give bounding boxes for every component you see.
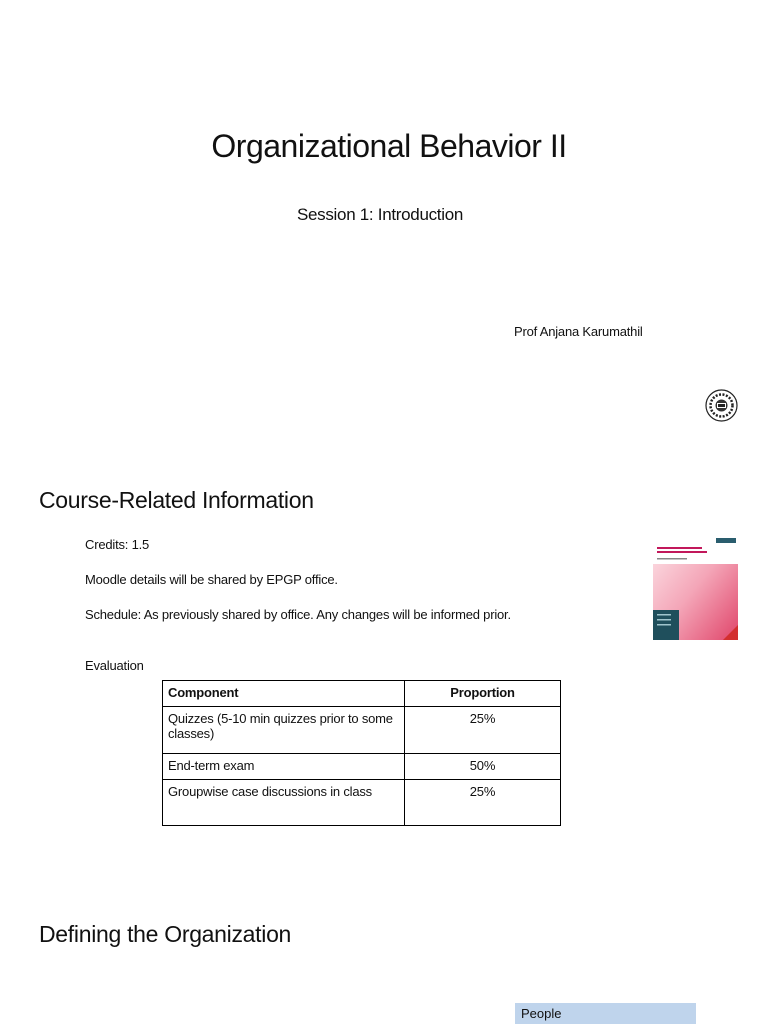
table-cell-proportion: 25% [405,780,561,826]
evaluation-label: Evaluation [85,658,144,673]
table-row [163,780,561,826]
table-header-proportion: Proportion [405,681,561,707]
table-header-component: Component [163,681,405,707]
evaluation-table [162,680,561,826]
slide-title: Organizational Behavior II [211,128,567,164]
table-cell-component: Quizzes (5-10 min quizzes prior to some classes) [163,707,405,754]
table-row [163,754,561,780]
schedule-text: Schedule: As previously shared by office. Any changes will be informed prior. [85,607,511,622]
author-name: Prof Anjana Karumathil [514,324,643,339]
table-cell-component: Groupwise case discussions in class [163,780,405,826]
moodle-text: Moodle details will be shared by EPGP office. [85,572,338,587]
section-heading-defining-organization: Defining the Organization [39,921,292,947]
institute-emblem-icon [705,389,738,422]
table-cell-proportion: 25% [405,707,561,754]
credits-text: Credits: 1.5 [85,537,150,552]
table-header-row [163,681,561,707]
people-box-label: People [521,1006,562,1021]
section-heading-course-info: Course-Related Information [39,487,314,513]
table-row [163,707,561,754]
table-cell-proportion: 50% [405,754,561,780]
people-box [515,1003,696,1024]
table-cell-component: End-term exam [163,754,405,780]
slide-subtitle: Session 1: Introduction [296,205,464,224]
textbook-cover-icon [653,534,738,640]
